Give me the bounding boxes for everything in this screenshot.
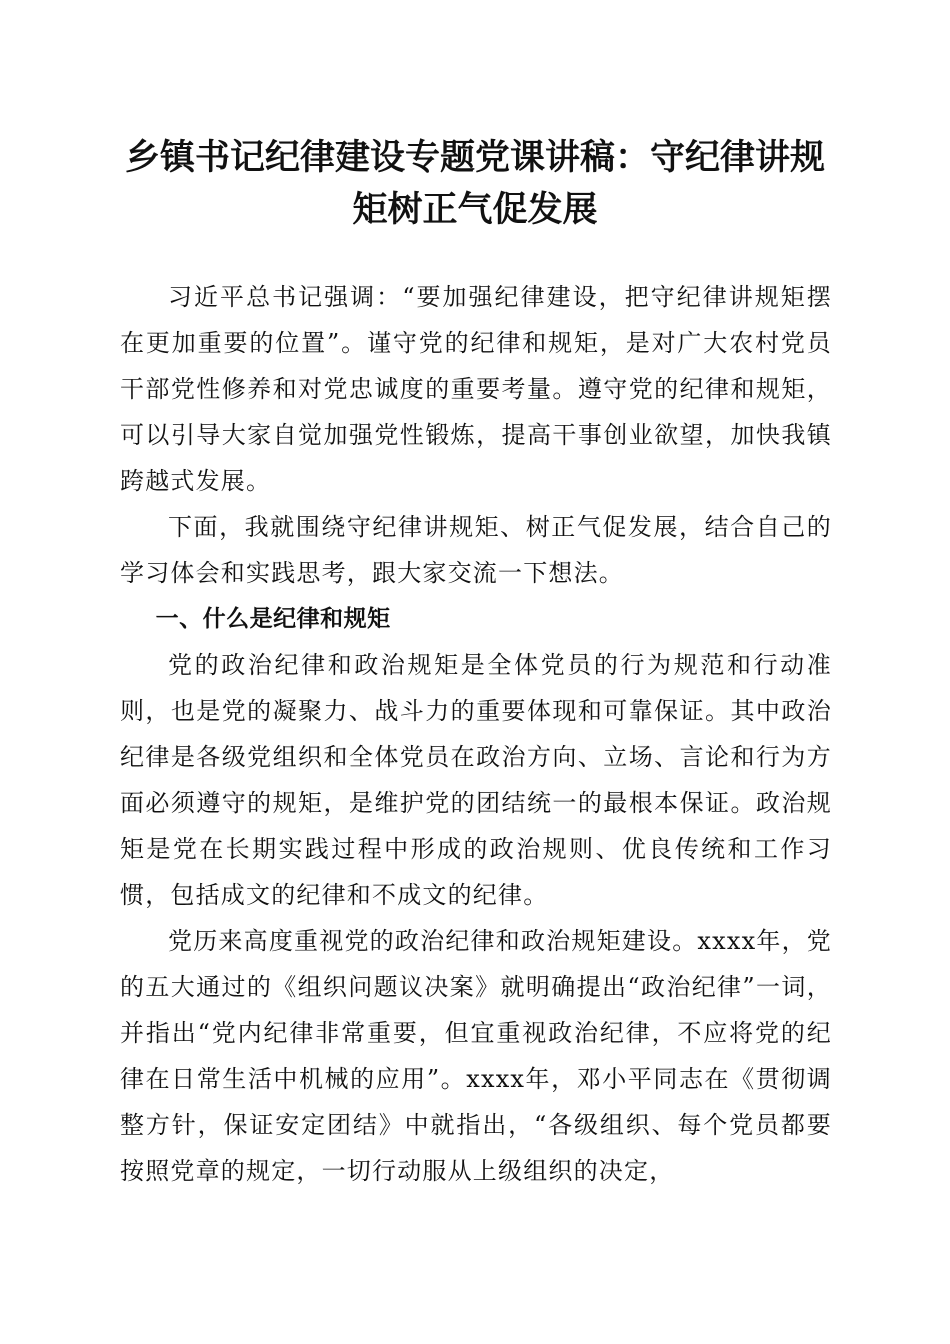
document-body xyxy=(120,274,832,1194)
paragraph-history: 党历来高度重视党的政治纪律和政治规矩建设。xxxx年，党的五大通过的《组织问题议决案》就明确提出“政治纪律”一词，并指出“党内纪律非常重要，但宜重视政治纪律，不应将党的纪律在日常生活中机械的应用”。xxxx年，邓小平同志在《贯彻调整方针，保证安定团结》中就指出，“各级组织、每个党员都要按照党章的规定，一切行动服从上级组织的决定， xyxy=(120,927,832,1185)
paragraph-intro: 习近平总书记强调：“要加强纪律建设，把守纪律讲规矩摆在更加重要的位置”。谨守党的纪律和规矩，是对广大农村党员干部党性修养和对党忠诚度的重要考量。遵守党的纪律和规矩，可以引导大家自觉加强党性锻炼，提高干事创业欲望，加快我镇跨越式发展。 xyxy=(120,283,832,495)
section-heading-1: 一、什么是纪律和规矩 xyxy=(155,606,391,632)
paragraph-transition: 下面，我就围绕守纪律讲规矩、树正气促发展，结合自己的学习体会和实践思考，跟大家交流一下想法。 xyxy=(120,513,832,587)
title-line-2: 矩树正气促发展 xyxy=(352,190,598,230)
title-line-1: 乡镇书记纪律建设专题党课讲稿：守纪律讲规 xyxy=(124,138,825,178)
paragraph-definition: 党的政治纪律和政治规矩是全体党员的行为规范和行动准则，也是党的凝聚力、战斗力的重要体现和可靠保证。其中政治纪律是各级党组织和全体党员在政治方向、立场、言论和行为方面必须遵守的规矩，是维护党的团结统一的最根本保证。政治规矩是党在长期实践过程中形成的政治规则、优良传统和工作习惯，包括成文的纪律和不成文的纪律。 xyxy=(120,651,832,909)
document-title xyxy=(110,132,840,236)
